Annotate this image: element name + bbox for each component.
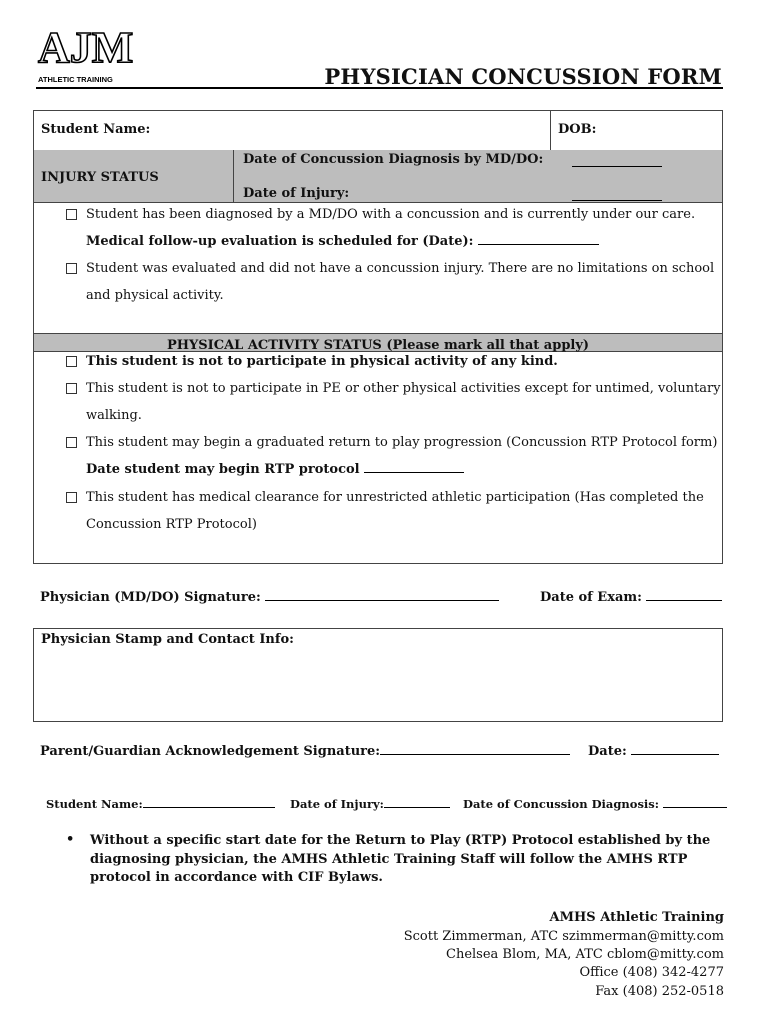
dob-label: DOB: [558, 122, 597, 137]
diagnosis-date-field[interactable] [572, 166, 662, 167]
parent-date-label: Date: [588, 744, 627, 759]
footer-student-name [46, 797, 275, 811]
no-concussion-checkbox[interactable] [66, 263, 77, 274]
parent-signature-line [40, 744, 570, 759]
student-name-label: Student Name: [41, 122, 151, 137]
diagnosed-checkbox[interactable] [66, 209, 77, 220]
activity-status-label: PHYSICAL ACTIVITY STATUS (Please mark all that apply) [166, 338, 590, 353]
no-concussion-text-cont: and physical activity. [86, 288, 224, 303]
parent-signature-field[interactable] [380, 744, 570, 755]
logo-mark-icon [36, 22, 134, 86]
footer-diagnosis-date [463, 797, 727, 811]
diagnosis-date-label: Date of Concussion Diagnosis by MD/DO: [243, 152, 544, 167]
walking-only-text-cont: walking. [86, 408, 142, 423]
physician-signature-label: Physician (MD/DO) Signature: [40, 590, 261, 605]
student-name-row [34, 111, 722, 151]
injury-status-row [34, 150, 722, 203]
contact-line-zimmerman: Scott Zimmerman, ATC szimmerman@mitty.com [403, 929, 724, 944]
dob-divider [550, 111, 551, 150]
page-title: PHYSICIAN CONCUSSION FORM [324, 64, 722, 89]
rtp-start-date-field[interactable] [364, 462, 464, 473]
note-bullet-icon: • [66, 832, 75, 847]
footer-injury-date-label: Date of Injury: [290, 797, 384, 811]
no-activity-checkbox[interactable] [66, 356, 77, 367]
rtp-protocol-note: Without a specific start date for the Return to Play (RTP) Protocol established by the diagnosing physician, the AMHS Athletic Training Staff will follow the AMHS RTP protocol in accordance with CIF Bylaws. [90, 833, 711, 885]
walking-only-text: This student is not to participate in PE or other physical activities except for untimed, voluntary [86, 381, 721, 396]
svg-text:AJM: AJM [38, 23, 134, 72]
title-divider [36, 87, 723, 89]
physician-signature-field[interactable] [265, 590, 499, 601]
graduated-rtp-text: This student may begin a graduated return to play progression (Concussion RTP Protocol form) [86, 435, 718, 450]
footer-diagnosis-date-field[interactable] [663, 798, 727, 808]
footer-student-name-field[interactable] [143, 798, 275, 808]
cleared-text-cont: Concussion RTP Protocol) [86, 517, 257, 532]
injury-status-divider [233, 150, 234, 202]
parent-signature-label: Parent/Guardian Acknowledgement Signature: [40, 744, 381, 759]
footer-injury-date-field[interactable] [384, 798, 450, 808]
no-activity-text: This student is not to participate in physical activity of any kind. [86, 354, 558, 369]
concussion-status-box [33, 110, 723, 564]
footer-student-name-label: Student Name: [46, 797, 143, 811]
exam-date-line [540, 590, 722, 605]
exam-date-field[interactable] [646, 590, 722, 601]
cleared-checkbox[interactable] [66, 492, 77, 503]
diagnosed-text: Student has been diagnosed by a MD/DO with a concussion and is currently under our care. [86, 207, 696, 222]
contact-heading: AMHS Athletic Training [549, 910, 724, 925]
parent-date-field[interactable] [631, 744, 719, 755]
contact-line-blom: Chelsea Blom, MA, ATC cblom@mitty.com [446, 947, 724, 962]
graduated-rtp-checkbox[interactable] [66, 437, 77, 448]
no-concussion-text: Student was evaluated and did not have a concussion injury. There are no limitations on school [86, 261, 715, 276]
rtp-start-label: Date student may begin RTP protocol [86, 462, 360, 477]
physician-signature-line [40, 590, 499, 605]
physician-stamp-box[interactable] [33, 628, 723, 722]
amhs-logo [36, 22, 134, 86]
parent-date-line [588, 744, 719, 759]
injury-status-label: INJURY STATUS [41, 170, 159, 185]
injury-date-label: Date of Injury: [243, 186, 350, 201]
svg-text:ATHLETIC TRAINING: ATHLETIC TRAINING [38, 75, 113, 84]
followup-label: Medical follow-up evaluation is scheduled for (Date): [86, 234, 474, 249]
contact-fax: Fax (408) 252-0518 [595, 984, 724, 999]
exam-date-label: Date of Exam: [540, 590, 642, 605]
followup-line [86, 228, 599, 255]
footer-diagnosis-date-label: Date of Concussion Diagnosis: [463, 797, 660, 811]
rtp-start-line [86, 456, 464, 483]
cleared-text: This student has medical clearance for unrestricted athletic participation (Has completed the [86, 490, 704, 505]
footer-injury-date [290, 797, 450, 811]
walking-only-checkbox[interactable] [66, 383, 77, 394]
contact-office-phone: Office (408) 342-4277 [579, 965, 724, 980]
stamp-label: Physician Stamp and Contact Info: [41, 632, 294, 647]
followup-date-field[interactable] [478, 234, 599, 245]
